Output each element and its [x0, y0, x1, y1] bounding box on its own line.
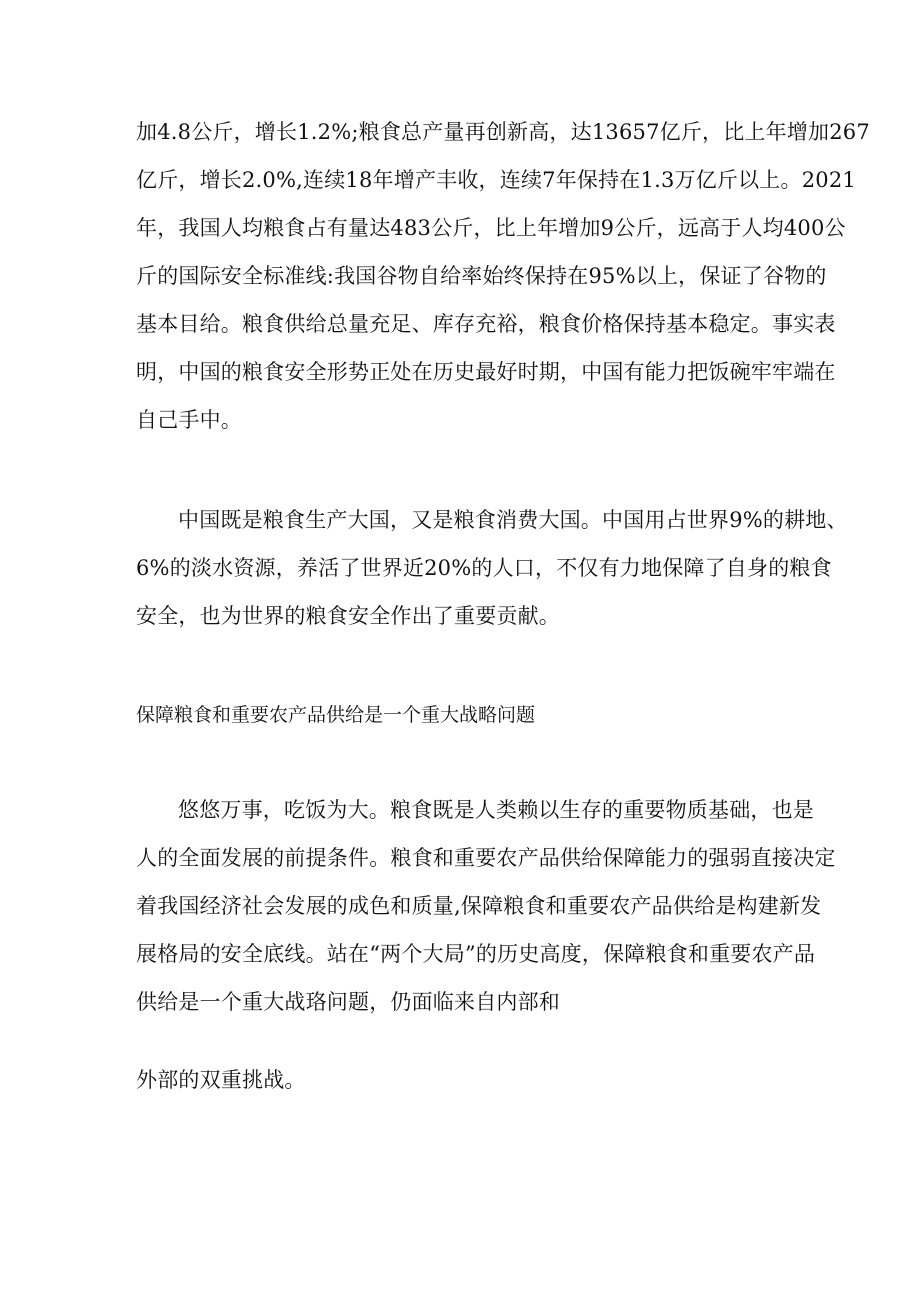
paragraph-line: 自己手中。 [136, 408, 242, 432]
paragraph-line: 亿斤，增长2.0%,连续18年增产丰收，连续7年保持在1.3万亿斤以上。2021 [136, 168, 856, 192]
paragraph-line: 安全，也为世界的粮食安全作出了重要贡献。 [136, 604, 560, 628]
paragraph-line: 年，我国人均粮食占有量达483公斤，比上年增加9公斤，远高于人均400公 [136, 216, 846, 240]
paragraph-line: 基本目给。粮食供给总量充足、库存充裕，粮食价格保持基本稳定。事实表 [136, 312, 836, 336]
paragraph-line: 中国既是粮食生产大国，又是粮食消费大国。中国用占世界9%的耕地、 [178, 508, 848, 532]
paragraph-line: 展格局的安全底线。站在“两个大局”的历史高度，保障粮食和重要农产品 [136, 942, 816, 966]
section-heading: 保障粮食和重要农产品供给是一个重大战略问题 [136, 704, 536, 726]
paragraph-line: 6%的淡水资源，养活了世界近20%的人口，不仅有力地保障了自身的粮食 [136, 556, 832, 580]
paragraph-line: 斤的国际安全标准线:我国谷物自给率始终保持在95%以上，保证了谷物的 [136, 264, 827, 288]
paragraph-line: 着我国经济社会发展的成色和质量,保障粮食和重要农产品供给是构建新发 [136, 894, 822, 918]
paragraph-line: 明，中国的粮食安全形势正处在历史最好时期，中国有能力把饭碗牢牢端在 [136, 360, 836, 384]
paragraph-line: 加4.8公斤，增长1.2%;粮食总产量再创新高，达13657亿斤，比上年增加267 [136, 120, 870, 144]
paragraph-line: 供给是一个重大战珞问题，仍面临来自内部和 [136, 990, 560, 1014]
paragraph-line: 人的全面发展的前提条件。粮食和重要农产品供给保障能力的强弱直接决定 [136, 846, 836, 870]
paragraph-line: 悠悠万事，吃饭为大。粮食既是人类赖以生存的重要物质基础，也是 [178, 798, 814, 822]
paragraph-line: 外部的双重挑战。 [136, 1068, 306, 1092]
